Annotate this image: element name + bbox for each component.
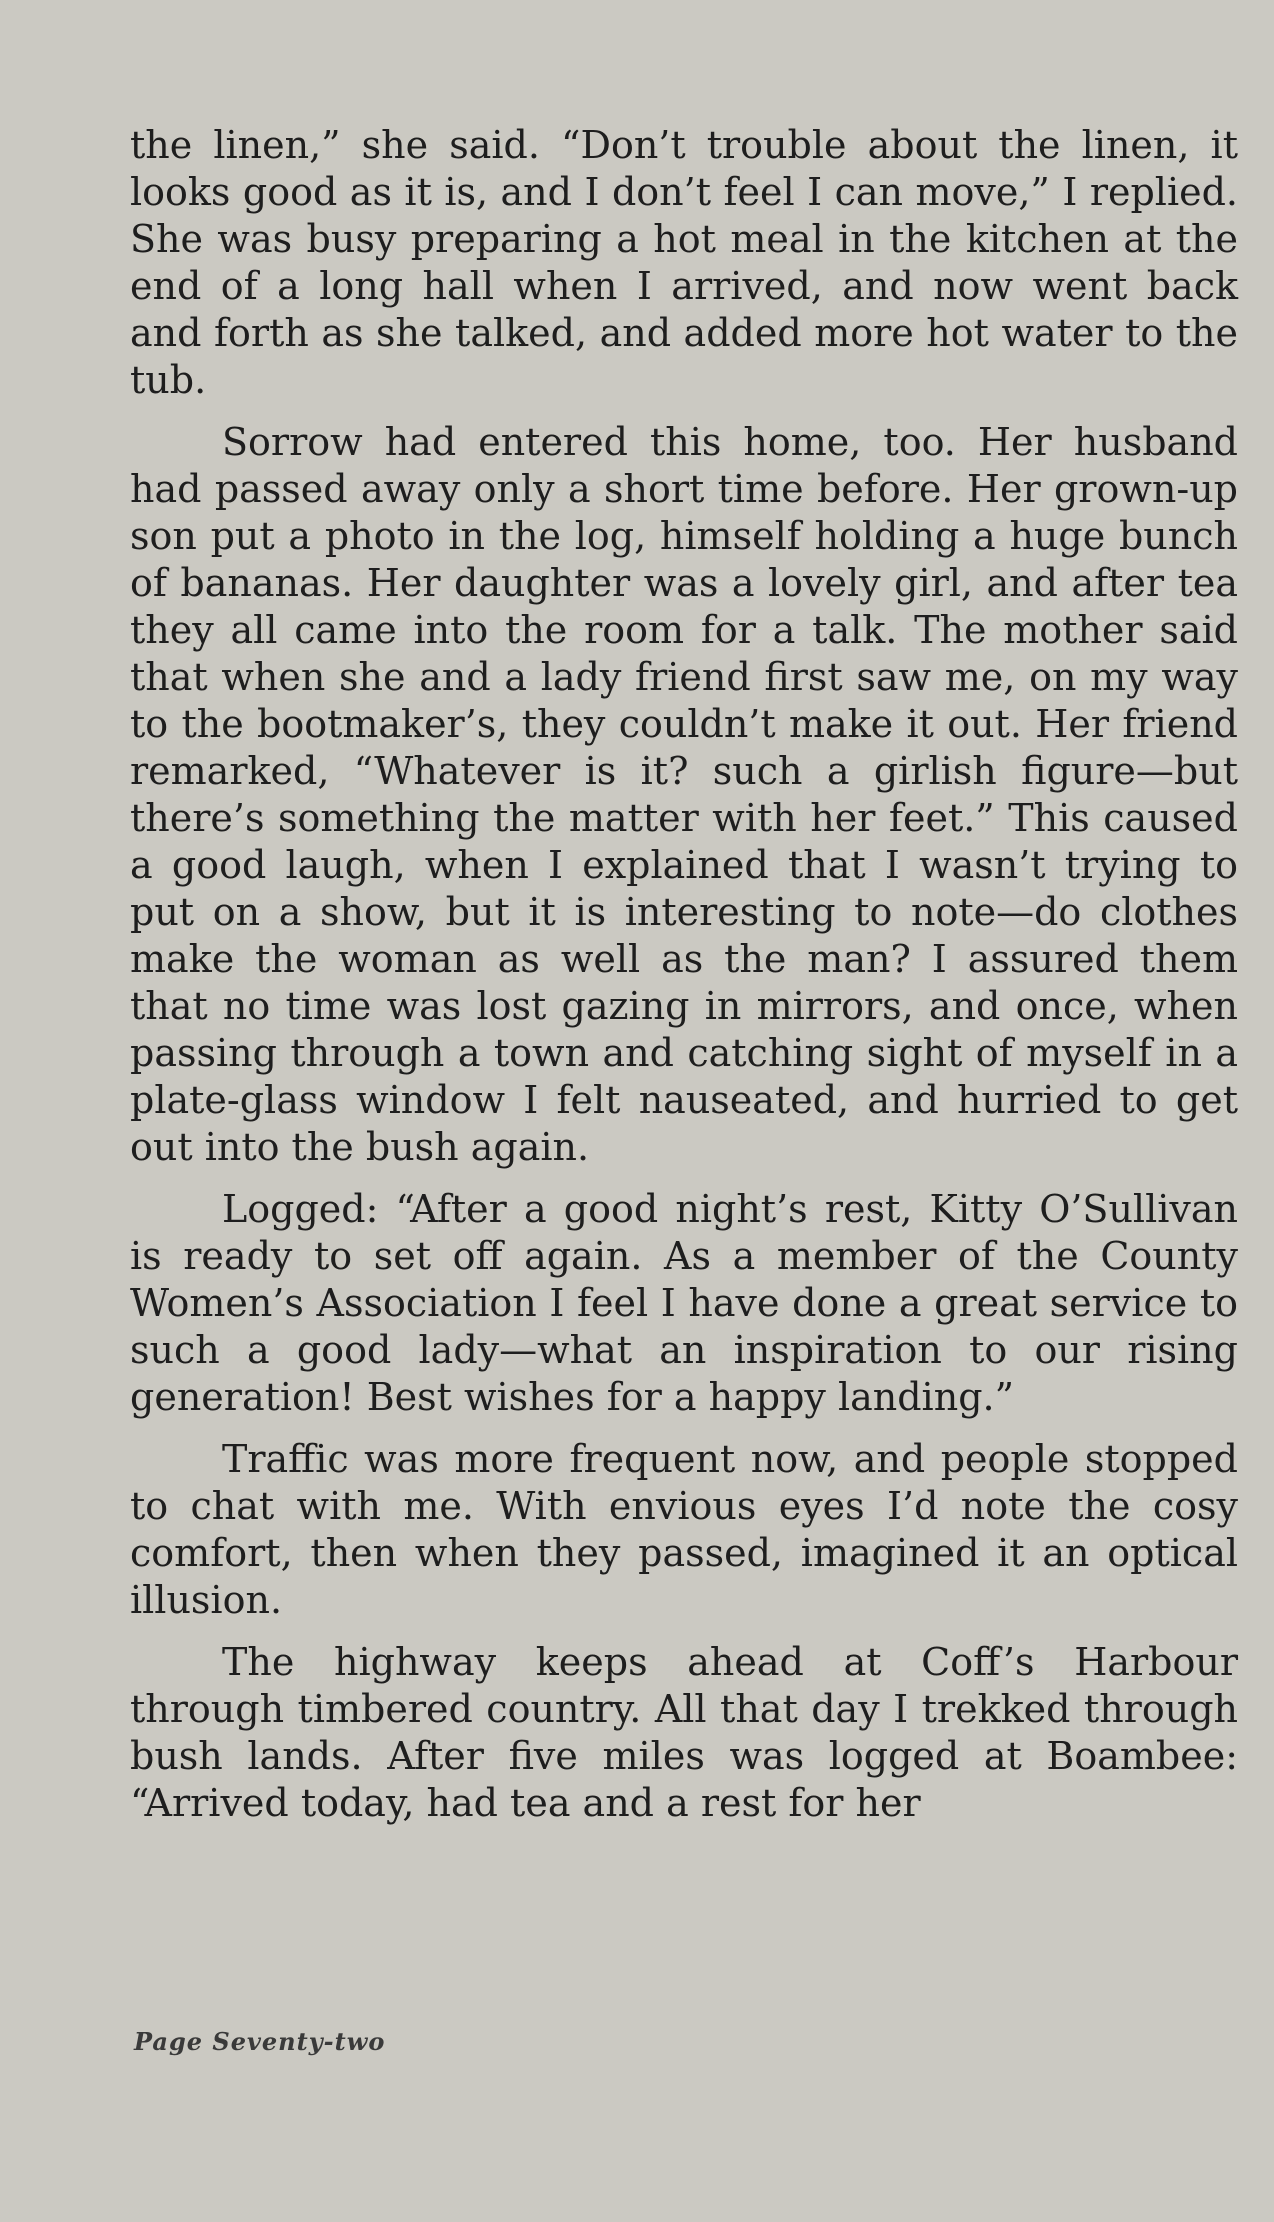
paragraph-1: the linen,” she said. “Don’t trouble about the linen, it looks good as it is, and I don’t feel I can move,” I replied. She was busy preparing a hot meal in the kitchen at the end of a long hall when I arrived, and now went back and forth as she talked, and added more hot water to the tub.	[130, 123, 1238, 402]
page-number-footer: Page Seventy-two	[134, 2027, 386, 2056]
paragraph-4: Traffic was more frequent now, and people stopped to chat with me. With envious eyes I’d note the cosy comfort, then when they passed, imagined it an optical illusion.	[130, 1437, 1238, 1622]
body-text	[130, 122, 1238, 1842]
paragraph-5: The highway keeps ahead at Coff’s Harbour through timbered country. All that day I trekked through bush lands. After five miles was logged at Boambee: “Arrived today, had tea and a rest for her	[130, 1640, 1238, 1825]
paragraph-2: Sorrow had entered this home, too. Her husband had passed away only a short time before. Her grown-up son put a photo in the log, himself holding a huge bunch of bananas. Her daughter was a lovely girl, and after tea they all came into the room for a talk. The mother said that when she and a lady friend first saw me, on my way to the bootmaker’s, they couldn’t make it out. Her friend remarked, “Whatever is it? such a girlish figure—but there’s something the matter with her feet.” This caused a good laugh, when I explained that I wasn’t trying to put on a show, but it is interesting to note—do clothes make the woman as well as the man? I assured them that no time was lost gazing in mirrors, and once, when passing through a town and catching sight of myself in a plate-glass window I felt nauseated, and hurried to get out into the bush again.	[130, 420, 1238, 1169]
paragraph-3: Logged: “After a good night’s rest, Kitty O’Sullivan is ready to set off again. As a member of the County Women’s Association I feel I have done a great service to such a good lady—what an inspiration to our rising generation! Best wishes for a happy landing.”	[130, 1187, 1238, 1419]
